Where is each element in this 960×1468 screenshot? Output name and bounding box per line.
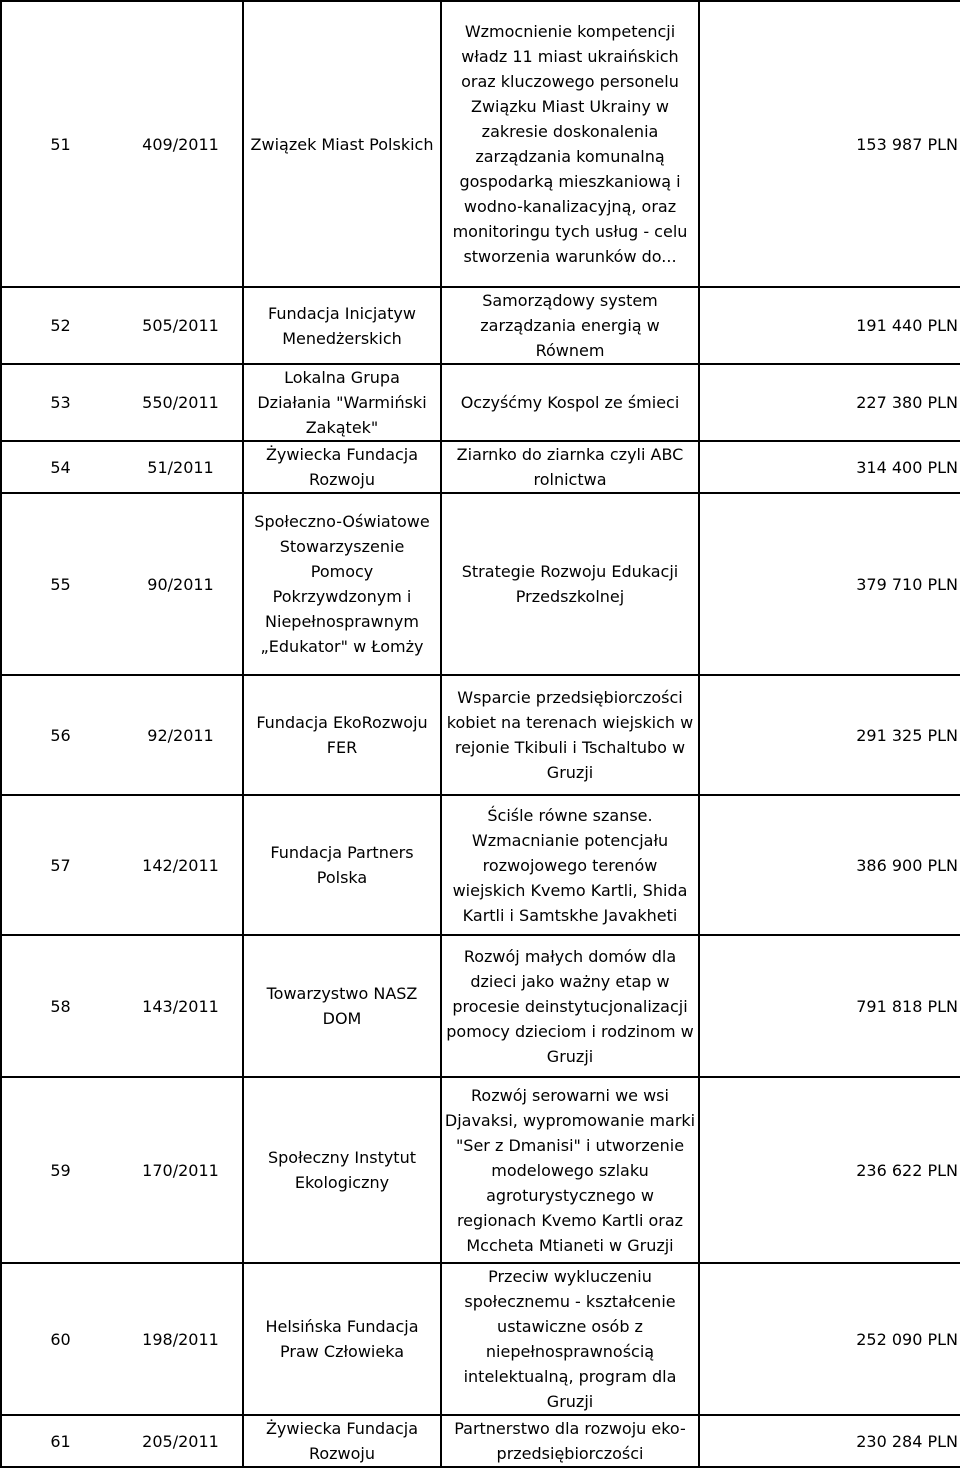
row-lp: 52	[1, 287, 119, 364]
row-amount: 236 622 PLN	[699, 1077, 960, 1263]
row-number: 409/2011	[119, 1, 243, 287]
row-amount: 252 090 PLN	[699, 1263, 960, 1415]
row-number: 90/2011	[119, 493, 243, 675]
row-organization: Helsińska Fundacja Praw Człowieka	[243, 1263, 441, 1415]
row-lp: 60	[1, 1263, 119, 1415]
row-amount: 791 818 PLN	[699, 935, 960, 1077]
row-number: 170/2011	[119, 1077, 243, 1263]
row-number: 505/2011	[119, 287, 243, 364]
table-row	[1, 795, 960, 935]
table-row	[1, 935, 960, 1077]
row-title: Samorządowy system zarządzania energią w Równem	[441, 287, 699, 364]
row-lp: 58	[1, 935, 119, 1077]
row-organization: Fundacja Inicjatyw Menedżerskich	[243, 287, 441, 364]
row-amount: 314 400 PLN	[699, 441, 960, 493]
row-lp: 53	[1, 364, 119, 441]
row-organization: Lokalna Grupa Działania "Warmiński Zakątek"	[243, 364, 441, 441]
row-title: Wsparcie przedsiębiorczości kobiet na terenach wiejskich w rejonie Tkibuli i Tschaltubo w Gruzji	[441, 675, 699, 795]
row-title: Ściśle równe szanse. Wzmacnianie potencjału rozwojowego terenów wiejskich Kvemo Kartli, Shida Kartli i Samtskhe Javakheti	[441, 795, 699, 935]
row-organization: Związek Miast Polskich	[243, 1, 441, 287]
row-amount: 230 284 PLN	[699, 1415, 960, 1467]
row-lp: 61	[1, 1415, 119, 1467]
row-amount: 227 380 PLN	[699, 364, 960, 441]
table-row	[1, 493, 960, 675]
row-number: 198/2011	[119, 1263, 243, 1415]
row-amount: 291 325 PLN	[699, 675, 960, 795]
row-title: Oczyśćmy Kospol ze śmieci	[441, 364, 699, 441]
row-organization: Społeczny Instytut Ekologiczny	[243, 1077, 441, 1263]
table-row	[1, 287, 960, 364]
row-number: 205/2011	[119, 1415, 243, 1467]
table-row	[1, 1263, 960, 1415]
row-title: Rozwój serowarni we wsi Djavaksi, wypromowanie marki "Ser z Dmanisi" i utworzenie modelowego szlaku agroturystycznego w regionach Kvemo Kartli oraz Mccheta Mtianeti w Gruzji	[441, 1077, 699, 1263]
table-row	[1, 1077, 960, 1263]
row-organization: Fundacja Partners Polska	[243, 795, 441, 935]
row-lp: 55	[1, 493, 119, 675]
row-title: Rozwój małych domów dla dzieci jako ważny etap w procesie deinstytucjonalizacji pomocy dzieciom i rodzinom w Gruzji	[441, 935, 699, 1077]
row-title: Wzmocnienie kompetencji władz 11 miast ukraińskich oraz kluczowego personelu Związku Miast Ukrainy w zakresie doskonalenia zarządzania komunalną gospodarką mieszkaniową i wodno-kanalizacyjną, oraz monitoringu tych usług - celu stworzenia warunków do...	[441, 1, 699, 287]
row-title: Przeciw wykluczeniu społecznemu - kształcenie ustawiczne osób z niepełnosprawnością intelektualną, program dla Gruzji	[441, 1263, 699, 1415]
row-number: 142/2011	[119, 795, 243, 935]
row-lp: 59	[1, 1077, 119, 1263]
row-organization: Społeczno-Oświatowe Stowarzyszenie Pomocy Pokrzywdzonym i Niepełnosprawnym „Edukator" w Łomży	[243, 493, 441, 675]
row-lp: 51	[1, 1, 119, 287]
row-title: Strategie Rozwoju Edukacji Przedszkolnej	[441, 493, 699, 675]
row-amount: 386 900 PLN	[699, 795, 960, 935]
row-amount: 153 987 PLN	[699, 1, 960, 287]
row-organization: Żywiecka Fundacja Rozwoju	[243, 1415, 441, 1467]
row-amount: 191 440 PLN	[699, 287, 960, 364]
row-organization: Towarzystwo NASZ DOM	[243, 935, 441, 1077]
row-number: 143/2011	[119, 935, 243, 1077]
row-amount: 379 710 PLN	[699, 493, 960, 675]
row-number: 92/2011	[119, 675, 243, 795]
row-number: 550/2011	[119, 364, 243, 441]
table-row	[1, 1415, 960, 1467]
row-title: Partnerstwo dla rozwoju eko-przedsiębiorczości	[441, 1415, 699, 1467]
table-row	[1, 1, 960, 287]
row-lp: 54	[1, 441, 119, 493]
row-title: Ziarnko do ziarnka czyli ABC rolnictwa	[441, 441, 699, 493]
table-row	[1, 675, 960, 795]
table-row	[1, 441, 960, 493]
row-number: 51/2011	[119, 441, 243, 493]
row-organization: Żywiecka Fundacja Rozwoju	[243, 441, 441, 493]
row-lp: 56	[1, 675, 119, 795]
row-organization: Fundacja EkoRozwoju FER	[243, 675, 441, 795]
row-lp: 57	[1, 795, 119, 935]
table-row	[1, 364, 960, 441]
